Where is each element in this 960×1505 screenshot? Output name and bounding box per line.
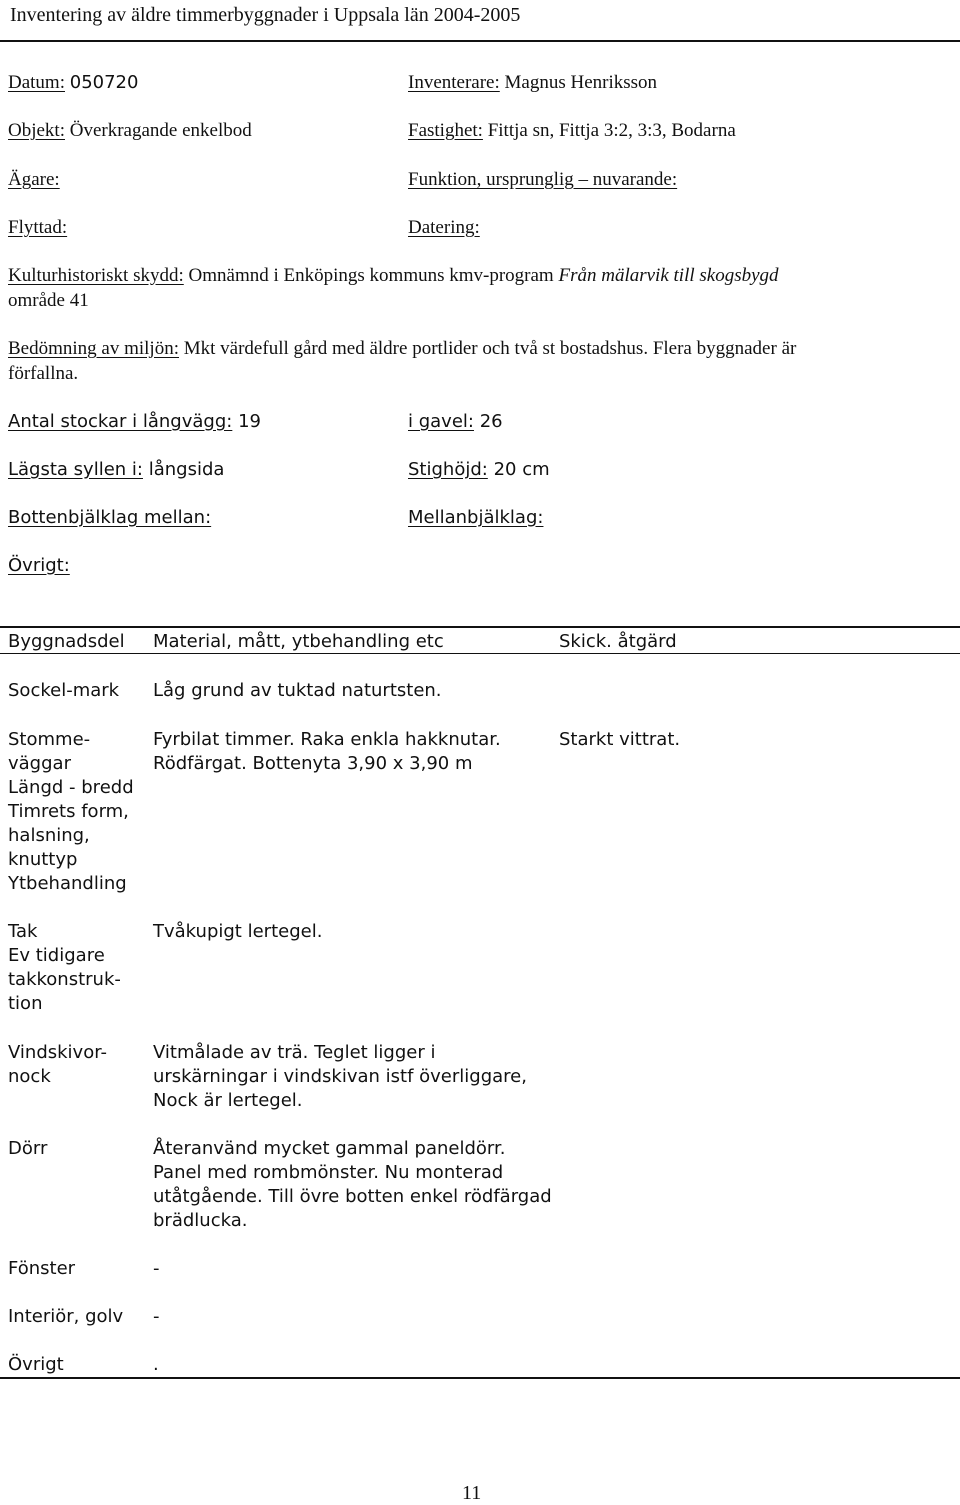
ovrigt-field: [8, 555, 70, 576]
kulturhistoriskt-line2: område 41: [8, 290, 89, 311]
table-bottom-rule: [0, 1377, 960, 1379]
table-row-part: [8, 1041, 107, 1089]
stighojd-value: 20 cm: [493, 459, 550, 480]
datering-field: [408, 217, 480, 239]
part-line: väggar: [8, 753, 71, 774]
objekt-field: [8, 120, 252, 142]
table-header-rule: [0, 653, 960, 654]
funktion-label: Funktion, ursprunglig – nuvarande:: [408, 169, 678, 190]
table-row-part: [8, 728, 134, 896]
part-line: knuttyp: [8, 849, 78, 870]
lagsta-syllen-label: Lägsta syllen i:: [8, 459, 143, 480]
gavel-label: i gavel:: [408, 411, 474, 432]
material-line: brädlucka.: [153, 1210, 248, 1231]
inventerare-field: [408, 72, 657, 94]
material-line: -: [153, 1258, 160, 1279]
fastighet-field: [408, 120, 736, 142]
kulturhistoriskt-value: Omnämnd i Enköpings kommuns kmv-program: [188, 265, 554, 286]
funktion-field: [408, 169, 677, 191]
page-number: 11: [462, 1482, 482, 1504]
table-row-material: [153, 1353, 159, 1377]
antal-langvagg-label: Antal stockar i långvägg:: [8, 411, 233, 432]
header-skick: Skick. åtgärd: [559, 631, 677, 652]
table-row-part: [8, 1353, 64, 1377]
part-line: nock: [8, 1066, 51, 1087]
part-line: Fönster: [8, 1258, 76, 1279]
material-line: -: [153, 1306, 160, 1327]
material-line: Låg grund av tuktad naturtsten.: [153, 680, 442, 701]
kulturhistoriskt-program-title: Från mälarvik till skogsbygd: [558, 265, 779, 286]
part-line: Ytbehandling: [8, 873, 127, 894]
stighojd-label: Stighöjd:: [408, 459, 488, 480]
material-line: urskärningar i vindskivan istf överliggare,: [153, 1066, 527, 1087]
table-top-rule: [0, 626, 960, 628]
table-row-material: [153, 1257, 160, 1281]
flyttad-field: [8, 217, 67, 239]
header-material: Material, mått, ytbehandling etc: [153, 631, 444, 652]
lagsta-syllen-field: [8, 459, 224, 480]
part-line: Tak: [8, 921, 38, 942]
material-line: Tvåkupigt lertegel.: [153, 921, 323, 942]
part-line: Timrets form,: [8, 801, 129, 822]
bottenbjalklag-label: Bottenbjälklag mellan:: [8, 507, 212, 528]
part-line: takkonstruk-: [8, 969, 121, 990]
part-line: Ev tidigare: [8, 945, 105, 966]
datum-label: Datum:: [8, 72, 65, 93]
table-row-material: [153, 1305, 160, 1329]
lagsta-syllen-value: långsida: [148, 459, 225, 480]
gavel-value: 26: [479, 411, 503, 432]
header-byggnadsdel: Byggnadsdel: [8, 631, 125, 652]
part-line: Sockel-mark: [8, 680, 120, 701]
table-row-part: [8, 1305, 123, 1329]
objekt-label: Objekt:: [8, 120, 65, 141]
bedomning-label: Bedömning av miljön:: [8, 338, 179, 359]
fastighet-label: Fastighet:: [408, 120, 483, 141]
table-row-part: [8, 1257, 75, 1281]
table-row-material: [153, 1041, 527, 1113]
part-line: Interiör, golv: [8, 1306, 124, 1327]
table-row-material: [153, 679, 442, 703]
material-line: Fyrbilat timmer. Raka enkla hakknutar.: [153, 729, 501, 750]
agare-label: Ägare:: [8, 169, 60, 190]
table-row-part: [8, 1137, 47, 1161]
objekt-value: Överkragande enkelbod: [69, 120, 252, 141]
condition-line: Starkt vittrat.: [559, 729, 681, 750]
mellanbjalklag-field: [408, 507, 543, 528]
flyttad-label: Flyttad:: [8, 217, 68, 238]
table-row-material: [153, 728, 501, 776]
document-title: Inventering av äldre timmerbyggnader i Uppsala län 2004-2005: [10, 4, 521, 26]
part-line: Stomme-: [8, 729, 91, 750]
title-rule: [0, 40, 960, 42]
datum-field: [8, 72, 138, 94]
inventerare-label: Inventerare:: [408, 72, 500, 93]
table-row-condition: [559, 728, 680, 752]
material-line: .: [153, 1354, 159, 1375]
part-line: halsning,: [8, 825, 90, 846]
table-row-material: [153, 1137, 552, 1233]
stighojd-field: [408, 459, 550, 480]
agare-field: [8, 169, 60, 191]
antal-langvagg-field: [8, 411, 261, 432]
kulturhistoriskt-field: [8, 265, 779, 287]
table-row-material: [153, 920, 322, 944]
bedomning-field: [8, 338, 796, 360]
material-line: Nock är lertegel.: [153, 1090, 303, 1111]
datering-label: Datering:: [408, 217, 480, 238]
material-line: utåtgående. Till övre botten enkel rödfärgad: [153, 1186, 552, 1207]
bedomning-value: Mkt värdefull gård med äldre portlider och två st bostadshus. Flera byggnader är: [183, 338, 797, 359]
mellanbjalklag-label: Mellanbjälklag:: [408, 507, 544, 528]
material-line: Vitmålade av trä. Teglet ligger i: [153, 1042, 436, 1063]
part-line: tion: [8, 993, 43, 1014]
table-row-part: [8, 920, 121, 1016]
bottenbjalklag-field: [8, 507, 211, 528]
ovrigt-label: Övrigt:: [8, 555, 70, 576]
part-line: Dörr: [8, 1138, 48, 1159]
part-line: Vindskivor-: [8, 1042, 107, 1063]
table-row-part: [8, 679, 119, 703]
part-line: Övrigt: [8, 1354, 64, 1375]
material-line: Återanvänd mycket gammal paneldörr.: [153, 1138, 506, 1159]
fastighet-value: Fittja sn, Fittja 3:2, 3:3, Bodarna: [487, 120, 736, 141]
bedomning-line2: förfallna.: [8, 363, 79, 384]
kulturhistoriskt-label: Kulturhistoriskt skydd:: [8, 265, 184, 286]
gavel-field: [408, 411, 503, 432]
antal-langvagg-value: 19: [238, 411, 261, 432]
material-line: Rödfärgat. Bottenyta 3,90 x 3,90 m: [153, 753, 473, 774]
part-line: Längd - bredd: [8, 777, 134, 798]
material-line: Panel med rombmönster. Nu monterad: [153, 1162, 504, 1183]
datum-value: 050720: [69, 72, 139, 93]
inventerare-value: Magnus Henriksson: [504, 72, 658, 93]
